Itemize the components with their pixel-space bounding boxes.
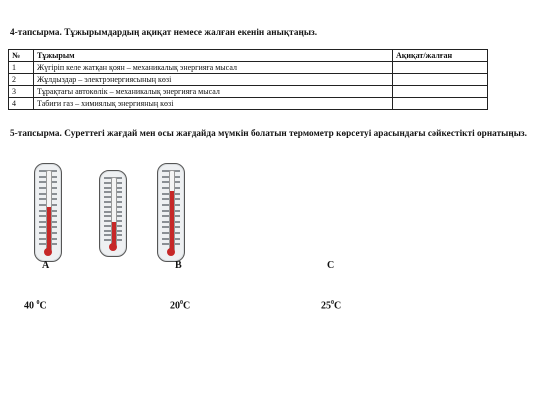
label-a: A (42, 260, 50, 271)
thermometer-bulb (167, 248, 175, 256)
header-statement: Тұжырым (34, 50, 393, 62)
thermometer-bulb (109, 243, 117, 251)
row-answer-cell[interactable] (393, 74, 488, 86)
table-row (9, 62, 488, 74)
temperature-20[interactable]: $20^0С$ (170, 300, 191, 312)
thermometer-a (34, 163, 62, 262)
row-num: 2 (9, 74, 34, 86)
label-b: B (175, 260, 182, 271)
row-num: 1 (9, 62, 34, 74)
table-header-row (9, 50, 488, 62)
thermometer-liquid (170, 191, 174, 250)
thermometer-liquid (47, 207, 51, 250)
row-statement: Жұлдыздар – электрэнергиясының көзі (34, 74, 393, 86)
header-answer: Ақиқат/жалған (393, 50, 488, 62)
row-statement: Жүгіріп келе жатқан қоян – механикалық энергияға мысал (34, 62, 393, 74)
row-num: 3 (9, 86, 34, 98)
table-row (9, 74, 488, 86)
task5-title: 5-тапсырма. Суреттегі жағдай мен осы жағдайда мүмкін болатын термометр көрсетуі арасындағы сәйкестікті орнатыңыз. (10, 128, 528, 138)
row-answer-cell[interactable] (393, 86, 488, 98)
table-row (9, 98, 488, 110)
thermometer-liquid (112, 222, 116, 245)
row-answer-cell[interactable] (393, 62, 488, 74)
temperature-40[interactable]: 40 $^0$С (24, 300, 47, 312)
label-c: C (327, 260, 335, 271)
temperature-25[interactable]: $25^0С$ (321, 300, 342, 312)
table-row (9, 86, 488, 98)
row-statement: Табиғи газ – химиялық энергияның көзі (34, 98, 393, 110)
statements-table (8, 49, 488, 110)
row-num: 4 (9, 98, 34, 110)
thermometer-c (157, 163, 185, 262)
thermometer-b (99, 170, 127, 257)
thermometer-bulb (44, 248, 52, 256)
row-statement: Тұрақтағы автокөлік – механикалық энергияға мысал (34, 86, 393, 98)
header-num: № (9, 50, 34, 62)
row-answer-cell[interactable] (393, 98, 488, 110)
task4-title: 4-тапсырма. Тұжырымдардың ақиқат немесе жалған екенін анықтаңыз. (10, 27, 318, 37)
